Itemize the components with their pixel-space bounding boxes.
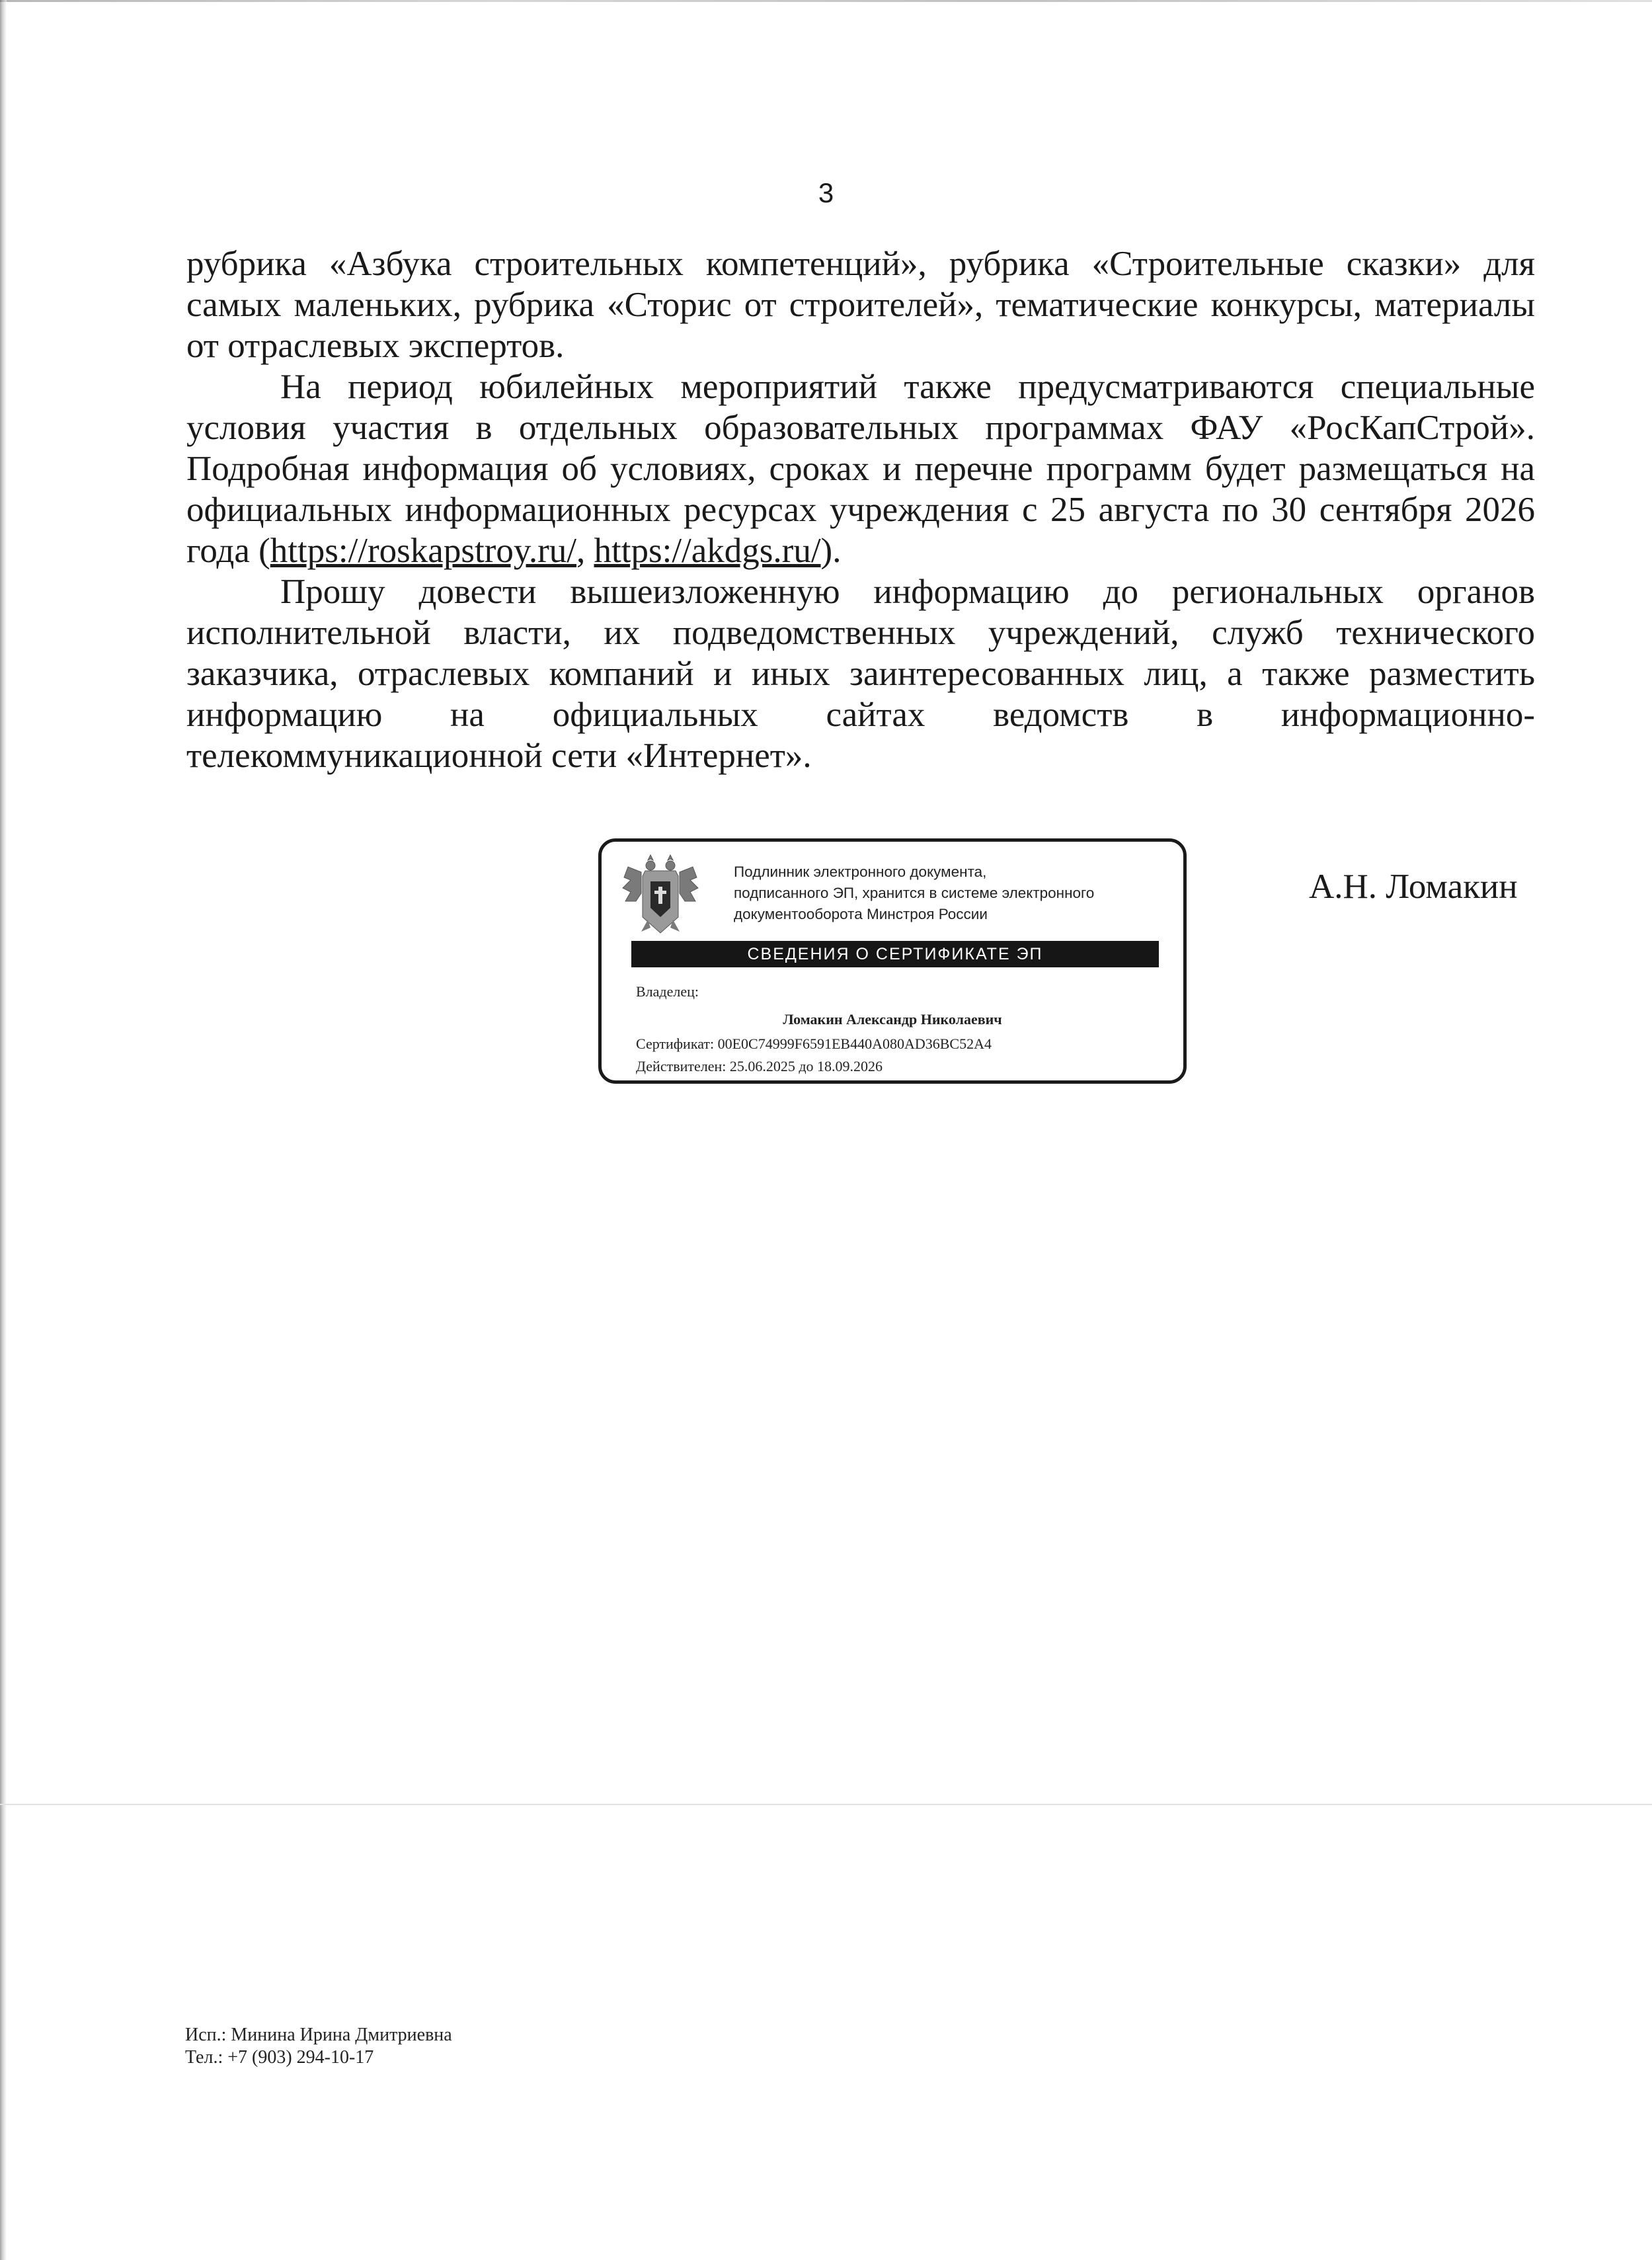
stamp-header-line-3: документооборота Минстроя России bbox=[734, 906, 988, 922]
russian-coat-of-arms-icon bbox=[621, 854, 699, 938]
paragraph-2 bbox=[186, 366, 1535, 571]
certificate-info-bar: СВЕДЕНИЯ О СЕРТИФИКАТЕ ЭП bbox=[631, 941, 1159, 967]
owner-name: Ломакин Александр Николаевич bbox=[783, 1011, 1002, 1028]
executor-phone: Тел.: +7 (903) 294-10-17 bbox=[185, 2047, 374, 2068]
paragraph-2-text: На период юбилейных мероприятий также предусматриваются специальные условия участия в отдельных образовательных программах ФАУ «РосКапСтрой». Подробная информация об условиях, сроках и перечне программ будет размещаться на официальных информационных ресурсах учреждения с 25 августа по 30 сентября 2026 года ( bbox=[186, 368, 1535, 570]
paragraph-2-end: ). bbox=[820, 532, 842, 570]
letter-body bbox=[186, 243, 1535, 776]
executor-info bbox=[185, 2024, 452, 2069]
scan-edge-left bbox=[0, 0, 7, 2260]
signatory-name: А.Н. Ломакин bbox=[1309, 868, 1518, 906]
fold-line bbox=[0, 1804, 1652, 1805]
owner-label: Владелец: bbox=[636, 983, 699, 1000]
paragraph-3: Прошу довести вышеизложенную информацию до региональных органов исполнительной власти, их подведомственных учреждений, служб технического заказчика, отраслевых компаний и иных заинтересованных лиц, а также разместить информацию на официальных сайтах ведомств в информационно-телекоммуникационной сети «Интернет». bbox=[186, 573, 1535, 775]
stamp-header-line-1: Подлинник электронного документа, bbox=[734, 864, 987, 880]
scan-edge-top bbox=[0, 0, 1652, 2]
stamp-header bbox=[734, 862, 1177, 925]
link-akdgs[interactable]: https://akdgs.ru/ bbox=[594, 532, 821, 570]
page-number: 3 bbox=[818, 177, 834, 208]
link-roskapstroy[interactable]: https://roskapstroy.ru/ bbox=[270, 532, 577, 570]
paragraph-1: рубрика «Азбука строительных компетенций», рубрика «Строительные сказки» для самых маленьких, рубрика «Сторис от строителей», тематические конкурсы, материалы от отраслевых экспертов. bbox=[186, 245, 1535, 365]
certificate-number: Сертификат: 00E0C74999F6591EB440A080AD36BC52A4 bbox=[636, 1035, 992, 1052]
executor-name: Исп.: Минина Ирина Дмитриевна bbox=[185, 2025, 452, 2045]
stamp-header-line-2: подписанного ЭП, хранится в системе электронного bbox=[734, 885, 1095, 901]
link-separator: , bbox=[576, 532, 594, 570]
certificate-validity: Действителен: 25.06.2025 до 18.09.2026 bbox=[636, 1058, 883, 1074]
electronic-signature-stamp bbox=[598, 838, 1187, 1084]
